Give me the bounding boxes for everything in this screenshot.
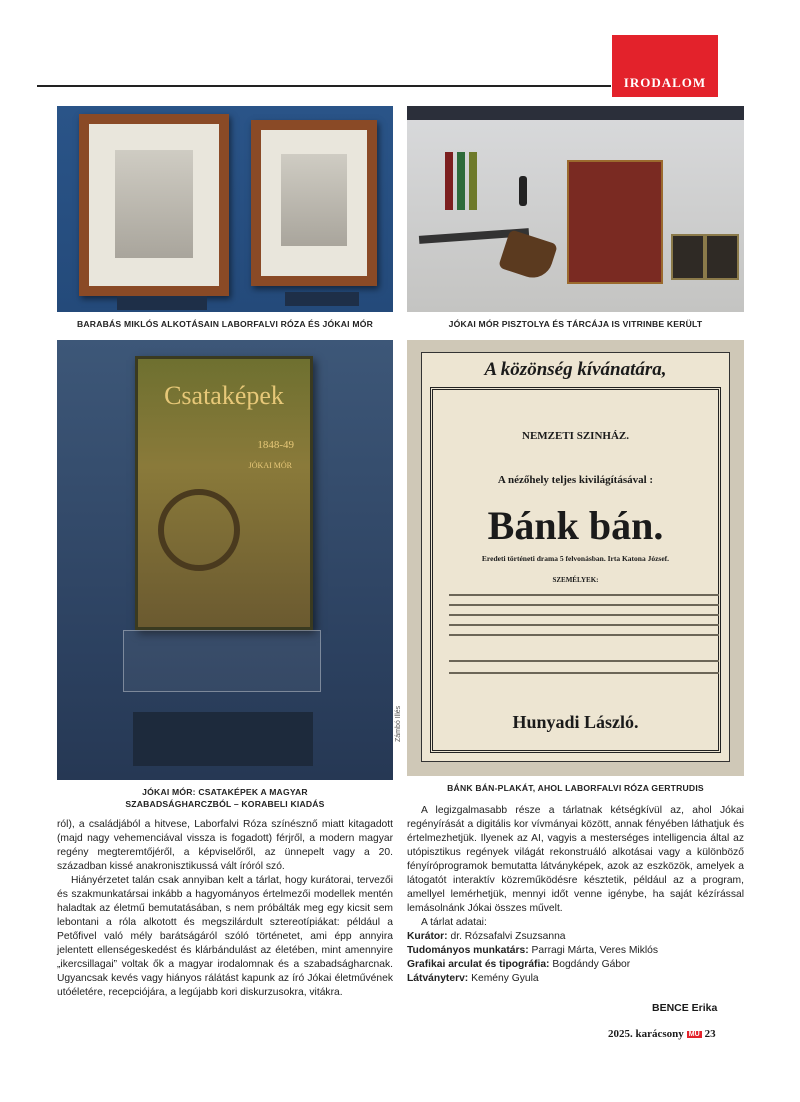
page-footer [608,1028,716,1040]
portraits-photo [57,106,393,312]
left-paragraph-1: ról), a családjából a hitvese, Laborfalvi Róza színésznő miatt kitagadott (majd nagy vehemenciával vissza is fogadott) férjről, a modern magyar regény megteremtőjéről, a képviselőről, az ünnepelt vagy a 20. században kissé anakronisztikussá vált íróról szó. [57,819,393,872]
book-title: Csataképek [164,381,284,410]
poster-subline: A nézőhely teljes kivilágításával : [497,474,654,486]
credit-graphics: Grafikai arculat és tipográfia: Bogdándy Gábor [407,959,631,970]
section-label: IRODALOM [623,75,707,90]
page-number: 23 [704,1028,716,1040]
frame-right [251,120,377,286]
poster-playinfo: Eredeti történeti drama 5 felvonásban. Irta Katona József. [481,554,670,563]
book-caption-line1: JÓKAI MÓR: CSATAKÉPEK A MAGYAR [142,787,308,797]
photo-credit: Zámbó Illés [395,705,402,742]
top-rule [37,85,611,87]
section-tag [612,35,718,97]
book-caption-line2: SZABADSÁGHARCZBÓL – KORABELI KIADÁS [125,799,325,809]
frame-left [79,114,229,296]
article-right-column [407,804,744,986]
book-author: JÓKAI MÓR [248,461,292,470]
left-paragraph-2: Hiányérzetet talán csak annyiban kelt a tárlat, hogy kurátorai, tervezői és szakmunkatársai inkább a hagyományos értelmezői modellek mentén haladtak az életmű bemutatásában, s nem próbálták meg egy kicsit sem lebontani a róla alkotott és megszilárdult sztereotípiákat: például a Petőfivel való mély barátságáról szóló történetet, ami épp annyira jelentett ellenségeskedést és klárbándulást az életében, mint amennyire „ikercsillagai” voltak ők a magyar irodalomnak és a szabadságharcnak. Ugyancsak kevés vagy hiányos rálátást kapunk az író Jókai életművének utóéletére, recepciójára, a legújabb kori diskurzusokra, vitákra. [57,875,393,998]
pistol-photo [407,106,744,312]
book-photo [57,340,393,780]
credit-science: Tudományos munkatárs: Parragi Márta, Veres Miklós [407,945,659,956]
poster-cast: SZEMÉLYEK: [552,576,599,584]
magazine-logo: MŰ [688,1030,700,1038]
author-signature: BENCE Erika [652,1002,718,1014]
poster-photo [407,340,744,776]
book-years: 1848-49 [257,439,294,451]
poster-next: Hunyadi László. [512,712,639,732]
credit-design: Látványterv: Kemény Gyula [407,973,539,984]
right-paragraph-1: A legizgalmasabb része a tárlatnak kétségkívül az, ahol Jókai regényírását a digitális kor vívmányai között, annak fényében láthatjuk és értelmezhetjük. Ilyenek az AI, vagyis a mesterséges intelligencia által az utópisztikus regények világát rekonstruáló alkotásai vagy a különböző fényíróprogramok bemutatta látványképek, azok az eszközök, amelyek a látogatót interaktív közreműködésre késztetik, például az a program, amellyel lemérhetjük, mennyi időt venne igénybe, ha saját kézírással lemásolnánk Jókai összes művelt. [407,805,744,914]
book-caption [57,786,393,810]
poster-top: A közönség kívánatára, [484,359,667,380]
portraits-caption: BARABÁS MIKLÓS ALKOTÁSAIN LABORFALVI RÓZA ÉS JÓKAI MÓR [77,319,373,329]
book-cover [567,160,663,284]
issue-label: 2025. karácsony [608,1028,684,1040]
credits-intro: A tárlat adatai: [421,917,487,928]
pistol-caption: JÓKAI MÓR PISZTOLYA ÉS TÁRCÁJA IS VITRINBE KERÜLT [448,319,703,329]
article-left-column [57,818,393,1000]
poster-play: Bánk bán. [487,503,664,548]
book-cover [135,356,313,630]
poster [421,352,730,762]
poster-theatre: NEMZETI SZINHÁZ. [522,430,629,442]
poster-caption: BÁNK BÁN-PLAKÁT, AHOL LABORFALVI RÓZA GERTRUDIS [447,783,704,793]
credit-curator: Kurátor: dr. Rózsafalvi Zsuzsanna [407,931,566,942]
